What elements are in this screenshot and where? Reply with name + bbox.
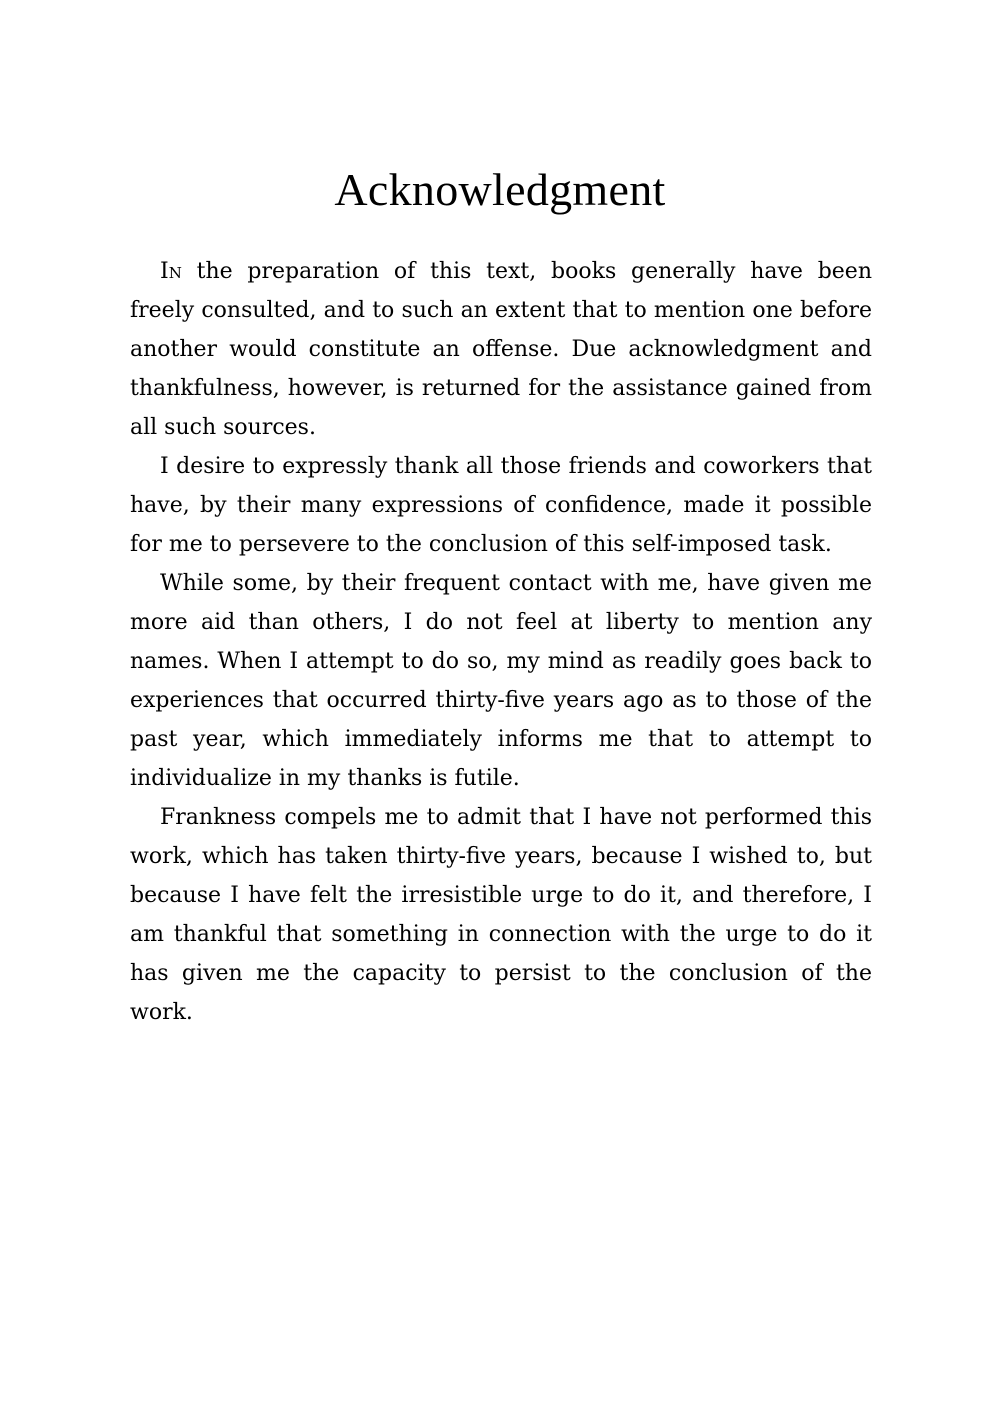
paragraph-1-lead: In: [160, 259, 182, 284]
paragraph-4: Frankness compels me to admit that I have not performed this work, which has taken thirty-five years, because I wished to, but because I have felt the irresistible urge to do it, and therefore, I am thankful that something in connection with the urge to do it has given me the capacity to persist to the conclusion of the work.: [130, 805, 872, 1025]
acknowledgment-body: [130, 252, 872, 1032]
page-title: Acknowledgment: [334, 164, 666, 215]
paragraph-3: While some, by their frequent contact with me, have given me more aid than others, I do not feel at liberty to mention any names. When I attempt to do so, my mind as readily goes back to experiences that occurred thirty-five years ago as to those of the past year, which immediately informs me that to attempt to individualize in my thanks is futile.: [130, 571, 872, 791]
paragraph-1-text: the preparation of this text, books generally have been freely consulted, and to such an extent that to mention one before another would constitute an offense. Due acknowledgment and thankfulness, however, is returned for the assistance gained from all such sources.: [130, 259, 872, 440]
paragraph-1: [130, 252, 872, 447]
paragraph-2: I desire to expressly thank all those friends and coworkers that have, by their many expressions of confidence, made it possible for me to persevere to the conclusion of this self-imposed task.: [130, 454, 872, 557]
